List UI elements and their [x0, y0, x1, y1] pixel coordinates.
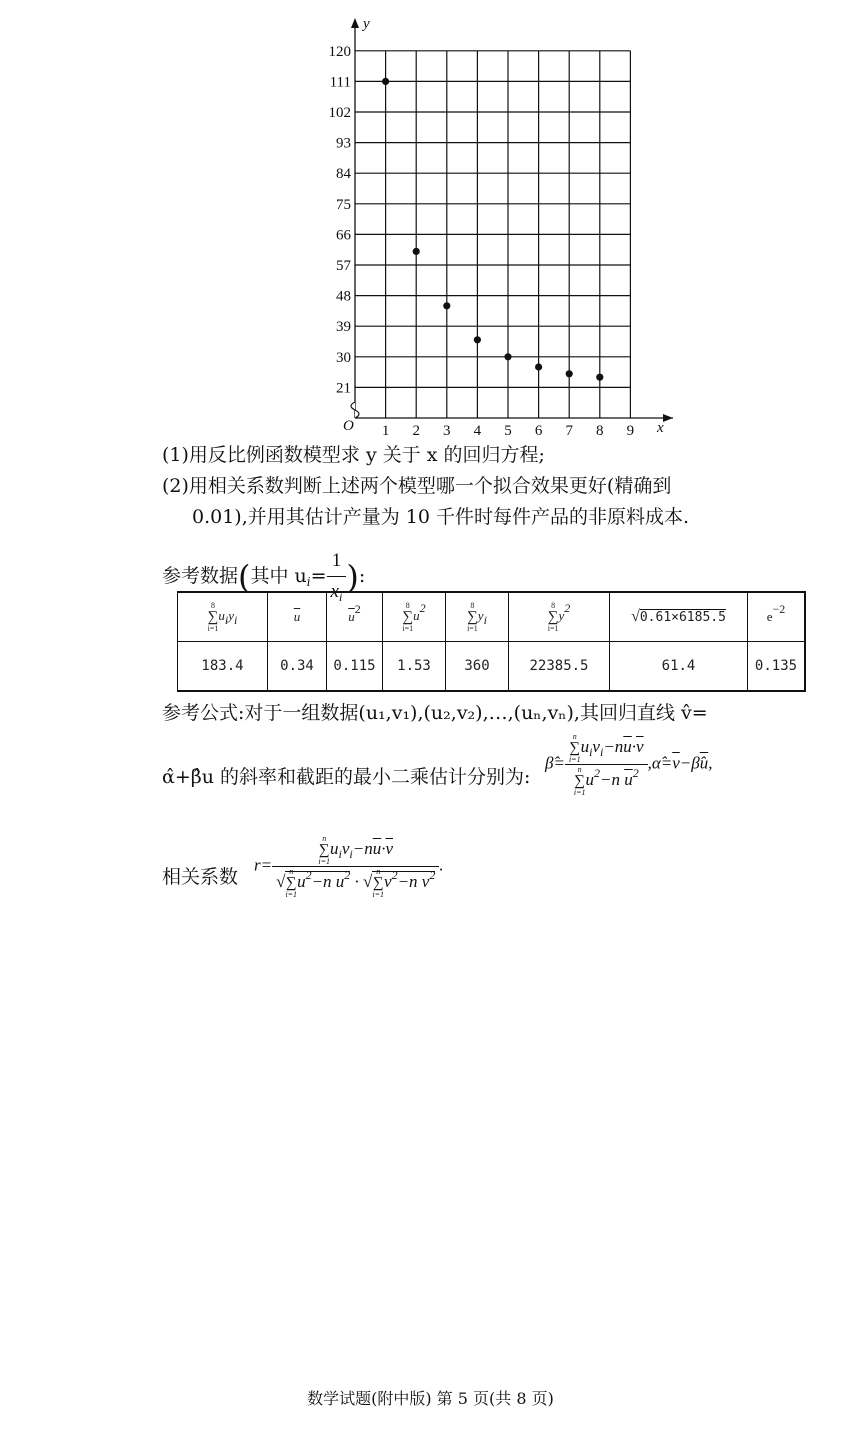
header-sum-uy: 8 ∑ i=1 uiyi — [178, 592, 268, 642]
question-2-line-1: (2)用相关系数判断上述两个模型哪一个拟合效果更好(精确到 — [162, 475, 672, 497]
header-sqrt: √0.61×6185.5 — [610, 592, 748, 642]
x-tick-label: 4 — [473, 423, 482, 439]
y-tick-label: 75 — [336, 196, 351, 213]
formula-line-3 — [162, 862, 238, 892]
y-tick-label: 30 — [336, 349, 351, 366]
header-sum-y: 8 ∑ i=1 yi — [446, 592, 509, 642]
scatter-chart — [315, 10, 685, 440]
y-tick-label: 39 — [336, 319, 351, 336]
x-tick-label: 7 — [565, 423, 573, 439]
data-point — [504, 353, 511, 360]
data-point — [413, 248, 420, 255]
reference-table — [177, 591, 806, 692]
value-sqrt: 61.4 — [610, 642, 748, 692]
data-point — [382, 78, 389, 85]
correlation-formula: r= n ∑ i=1 $u_iv_i-n\overline{u}\cdot\overline{v}$ √ n ∑ i=1 $u^2-n$ $\overline{u}^2$ · √ n ∑ i=1 $v^2-n$ $\overline{v}^2$ . — [254, 834, 444, 899]
reference-condition: 其中 u — [250, 565, 307, 587]
chart-points — [382, 78, 603, 381]
formula-line-3-text: 相关系数 — [162, 866, 239, 888]
value-exp: 0.135 — [748, 642, 806, 692]
data-point — [443, 302, 450, 309]
formula-line-2-text: α̂+β̂u 的斜率和截距的最小二乘估计分别为: — [162, 766, 531, 788]
y-tick-label: 93 — [336, 135, 351, 152]
formula-line-1: 参考公式:对于一组数据(u₁,v₁),(u₂,v₂),…,(uₙ,vₙ),其回归直线 v̂= — [162, 702, 708, 724]
x-tick-label: 2 — [412, 423, 420, 439]
x-tick-label: 9 — [626, 423, 635, 439]
y-tick-label: 57 — [336, 258, 351, 274]
value-sum-uy: 183.4 — [178, 642, 268, 692]
data-point — [566, 370, 573, 377]
beta-formula: β̂= n ∑ i=1 $u_iv_i-n\overline{u}\cdot\overline{v}$ n ∑ i=1 $u^2-n$ $\overline{u}^2$ $,\alphâ=\overline{v}-\betâ\overline{u}$, — [545, 732, 713, 797]
x-tick-label: 8 — [596, 423, 604, 439]
x-tick-label: 1 — [381, 423, 390, 439]
value-sum-u-squared: 1.53 — [383, 642, 446, 692]
header-sum-y-squared: 8 ∑ i=1 y2 — [509, 592, 610, 642]
data-point — [474, 336, 481, 343]
y-tick-label: 102 — [328, 105, 351, 121]
y-axis-label: y — [363, 16, 370, 32]
question-1: (1)用反比例函数模型求 y 关于 x 的回归方程; — [162, 444, 545, 466]
x-tick-label: 3 — [443, 423, 451, 439]
reference-intro: 参考数据(其中 $u_i=$ $\frac{1}{x_i}$ ): — [162, 546, 365, 608]
question-2-line-2: 0.01),并用其估计产量为 10 千件时每件产品的非原料成本. — [192, 506, 690, 528]
axis-break — [351, 402, 359, 418]
chart-grid — [355, 51, 630, 418]
x-axis-label: x — [657, 420, 664, 436]
y-tick-label: 21 — [336, 380, 351, 397]
y-tick-label: 66 — [336, 227, 351, 244]
header-u-bar-squared: $\overline{u}2$ — [327, 592, 383, 642]
header-u-bar: $\overline{u}$ — [268, 592, 327, 642]
value-u-bar-squared: 0.115 — [327, 642, 383, 692]
data-point — [535, 363, 542, 370]
chart-ticks — [329, 44, 635, 439]
y-tick-label: 120 — [328, 43, 351, 60]
page-footer: 数学试题(附中版) 第 5 页(共 8 页) — [307, 1389, 554, 1408]
x-tick-label: 6 — [534, 423, 543, 439]
y-tick-label: 84 — [336, 166, 351, 183]
x-axis-arrow — [663, 414, 673, 422]
formula-line-2 — [162, 762, 530, 792]
value-sum-y: 360 — [446, 642, 509, 692]
y-tick-label: 48 — [336, 288, 351, 305]
x-tick-label: 5 — [504, 423, 512, 439]
origin-label: O — [343, 418, 354, 434]
y-axis-arrow — [351, 18, 359, 28]
y-tick-label: 111 — [329, 74, 351, 91]
value-sum-y-squared: 22385.5 — [509, 642, 610, 692]
chart-axes — [351, 18, 673, 422]
reference-intro-label: 参考数据 — [162, 565, 239, 587]
header-sum-u-squared: 8 ∑ i=1 u2 — [383, 592, 446, 642]
data-point — [596, 374, 603, 381]
value-u-bar: 0.34 — [268, 642, 327, 692]
header-exp: e−2 — [748, 592, 806, 642]
u-fraction: $\frac{1}{x_i}$ — [327, 546, 347, 608]
